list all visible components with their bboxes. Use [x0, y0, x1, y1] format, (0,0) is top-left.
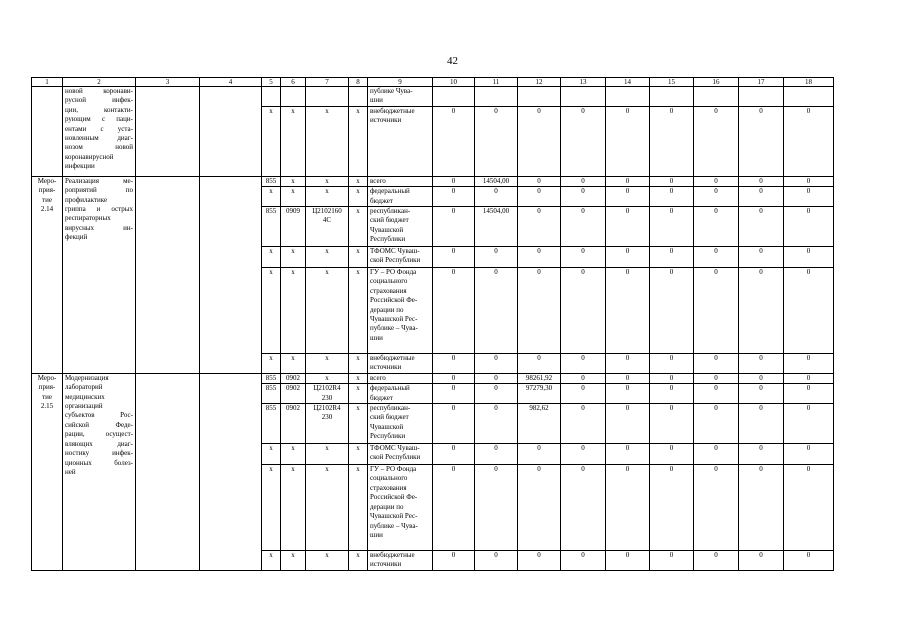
measure-2-14-row4-col7: x: [306, 268, 349, 354]
measure-2-14-col3: [136, 176, 200, 373]
measure-2-14-row5-col7: x: [306, 354, 349, 374]
header-cell-17: 17: [739, 78, 784, 87]
top-block-row1-value-col12: 0: [518, 106, 561, 176]
measure-2-14-row1-col7: x: [306, 187, 349, 207]
header-cell-18: 18: [784, 78, 834, 87]
measure-2-14-row4-col6: x: [281, 268, 306, 354]
measure-2-15-row5-value-col12: 0: [518, 551, 561, 571]
measure-2-14-row1-value-col13: 0: [561, 187, 606, 207]
top-block-row1-value-col11: 0: [475, 106, 518, 176]
measure-2-15-row2-value-col17: 0: [739, 404, 784, 444]
measure-2-15-row2-value-col15: 0: [650, 404, 694, 444]
top-block-row0-value-col15: [650, 87, 694, 107]
measure-2-14-row3-value-col18: 0: [784, 247, 834, 268]
measure-2-14-row2-value-col11: 14504,00: [475, 207, 518, 247]
measure-2-14-row5-col5: x: [262, 354, 281, 374]
header-cell-9: 9: [368, 78, 433, 87]
measure-2-15-row1-value-col16: 0: [694, 384, 739, 404]
measure-2-14-row4-value-col11: 0: [475, 268, 518, 354]
measure-2-15-row1-value-col10: 0: [433, 384, 475, 404]
header-cell-8: 8: [349, 78, 368, 87]
measure-2-15-row3-value-col10: 0: [433, 444, 475, 465]
measure-2-15-row4-col6: x: [281, 465, 306, 551]
measure-2-15-row5-value-col16: 0: [694, 551, 739, 571]
top-block-row0-col6: [281, 87, 306, 107]
measure-2-15-row2-value-col16: 0: [694, 404, 739, 444]
measure-2-15-row2-value-col13: 0: [561, 404, 606, 444]
measure-2-15-row4-value-col15: 0: [650, 465, 694, 551]
measure-2-14-row4-col8: x: [349, 268, 368, 354]
measure-2-15-row0-value-col17: 0: [739, 373, 784, 383]
measure-2-14-row3-value-col14: 0: [606, 247, 650, 268]
measure-2-14-row2-value-col10: 0: [433, 207, 475, 247]
measure-2-14-row1-value-col18: 0: [784, 187, 834, 207]
measure-2-14-row0-col6: x: [281, 176, 306, 186]
header-cell-1: 1: [32, 78, 63, 87]
measure-2-15-row3-col6: x: [281, 444, 306, 465]
measure-2-15-row3-value-col13: 0: [561, 444, 606, 465]
measure-2-14-row5-value-col16: 0: [694, 354, 739, 374]
top-block-label: [32, 87, 63, 177]
measure-2-15-row4-value-col13: 0: [561, 465, 606, 551]
top-block-col4: [200, 87, 262, 177]
measure-2-14-row5-source: внебюджетные источники: [368, 354, 433, 374]
measure-2-15-row5-value-col14: 0: [606, 551, 650, 571]
measure-2-15-row2-value-col14: 0: [606, 404, 650, 444]
header-cell-11: 11: [475, 78, 518, 87]
measure-2-15-row4-value-col12: 0: [518, 465, 561, 551]
measure-2-14-row2-value-col18: 0: [784, 207, 834, 247]
measure-2-15-row5-value-col13: 0: [561, 551, 606, 571]
measure-2-14-row2-value-col16: 0: [694, 207, 739, 247]
top-block-row0-value-col16: [694, 87, 739, 107]
measure-2-14-row3-value-col16: 0: [694, 247, 739, 268]
top-block-row1-value-col18: 0: [784, 106, 834, 176]
measure-2-14-row3-value-col10: 0: [433, 247, 475, 268]
top-block-row1-value-col15: 0: [650, 106, 694, 176]
measure-2-15-row3-value-col14: 0: [606, 444, 650, 465]
measure-2-15-row3-value-col15: 0: [650, 444, 694, 465]
top-block-row0-col8: [349, 87, 368, 107]
measure-2-15-row5-source: внебюджетные источники: [368, 551, 433, 571]
measure-2-15-row0-col6: 0902: [281, 373, 306, 383]
header-cell-5: 5: [262, 78, 281, 87]
top-block-row1-col8: x: [349, 106, 368, 176]
measure-2-15-row5-value-col17: 0: [739, 551, 784, 571]
measure-2-14-row5-value-col13: 0: [561, 354, 606, 374]
measure-2-15-row3-value-col16: 0: [694, 444, 739, 465]
measure-2-15-row3-col8: x: [349, 444, 368, 465]
table-row: [32, 87, 834, 107]
measure-2-15-row1-value-col15: 0: [650, 384, 694, 404]
measure-2-14-row5-value-col10: 0: [433, 354, 475, 374]
page-number: 42: [447, 55, 458, 67]
measure-2-14-row4-value-col12: 0: [518, 268, 561, 354]
measure-2-15-row2-col8: x: [349, 404, 368, 444]
measure-2-14-row0-value-col18: 0: [784, 176, 834, 186]
measure-2-15-row5-col7: x: [306, 551, 349, 571]
measure-2-15-row0-value-col14: 0: [606, 373, 650, 383]
measure-2-14-row1-value-col15: 0: [650, 187, 694, 207]
top-block-row0-col7: [306, 87, 349, 107]
measure-2-14-row4-value-col10: 0: [433, 268, 475, 354]
measure-2-14-row2-value-col14: 0: [606, 207, 650, 247]
top-block-row1-value-col14: 0: [606, 106, 650, 176]
measure-2-15-row0-value-col18: 0: [784, 373, 834, 383]
measure-2-14-row4-value-col16: 0: [694, 268, 739, 354]
measure-2-15-row2-source: республикан- ский бюджет Чувашской Республики: [368, 404, 433, 444]
measure-2-14-row3-col6: x: [281, 247, 306, 268]
measure-2-15-row1-value-col12: 97279,30: [518, 384, 561, 404]
measure-2-15-row0-col8: x: [349, 373, 368, 383]
measure-2-15-row5-value-col11: 0: [475, 551, 518, 571]
measure-2-15-row1-col5: 855: [262, 384, 281, 404]
measure-2-14-row2-col5: 855: [262, 207, 281, 247]
top-block-name: новой коронави- русной инфек- ции, контакти- рующим с паци- ентами с уста- новленным диаг- нозом новой коронавирусной инфекции: [63, 87, 136, 177]
top-block-row0-value-col18: [784, 87, 834, 107]
measure-2-15-row0-value-col12: 98261,92: [518, 373, 561, 383]
measure-2-14-row1-col5: x: [262, 187, 281, 207]
measure-2-14-row3-col8: x: [349, 247, 368, 268]
measure-2-14-row0-value-col14: 0: [606, 176, 650, 186]
measure-2-15-row2-col7: Ц2102R4 230: [306, 404, 349, 444]
measure-2-15-row0-value-col13: 0: [561, 373, 606, 383]
measure-2-14-row2-value-col17: 0: [739, 207, 784, 247]
measure-2-14-row4-value-col13: 0: [561, 268, 606, 354]
top-block-row0-source: публике Чува- шии: [368, 87, 433, 107]
measure-2-14-row5-value-col11: 0: [475, 354, 518, 374]
measure-2-14-row1-value-col12: 0: [518, 187, 561, 207]
measure-2-15-row2-value-col12: 982,62: [518, 404, 561, 444]
measure-2-15-row3-value-col17: 0: [739, 444, 784, 465]
measure-2-14-row4-value-col14: 0: [606, 268, 650, 354]
measure-2-14-row0-value-col17: 0: [739, 176, 784, 186]
measure-2-15-row3-value-col12: 0: [518, 444, 561, 465]
measure-2-14-row2-value-col15: 0: [650, 207, 694, 247]
measure-2-15-row0-value-col10: 0: [433, 373, 475, 383]
measure-2-15-row0-value-col15: 0: [650, 373, 694, 383]
measure-2-15-label: Меро- прия- тие 2.15: [32, 373, 63, 570]
header-row: [32, 78, 834, 87]
table-row: [32, 176, 834, 186]
measure-2-15-row5-value-col10: 0: [433, 551, 475, 571]
header-cell-2: 2: [63, 78, 136, 87]
measure-2-15-row5-col8: x: [349, 551, 368, 571]
measure-2-14-row1-value-col17: 0: [739, 187, 784, 207]
measure-2-14-row3-col5: x: [262, 247, 281, 268]
measure-2-14-row1-value-col16: 0: [694, 187, 739, 207]
measure-2-14-row5-value-col15: 0: [650, 354, 694, 374]
measure-2-15-row3-col7: x: [306, 444, 349, 465]
measure-2-15-row4-source: ГУ – РО Фонда социального страхования Российской Фе- дерации по Чувашской Рес- публике – Чува- шии: [368, 465, 433, 551]
measure-2-14-row0-value-col11: 14504,00: [475, 176, 518, 186]
measure-2-14-row0-value-col15: 0: [650, 176, 694, 186]
measure-2-15-row5-col5: x: [262, 551, 281, 571]
measure-2-15-row4-col8: x: [349, 465, 368, 551]
measure-2-15-row0-value-col16: 0: [694, 373, 739, 383]
measure-2-14-row1-source: федеральный бюджет: [368, 187, 433, 207]
measure-2-14-name: Реализация ме- роприятий по профилактике гриппа и острых респираторных вирусных ин- фекций: [63, 176, 136, 373]
top-block-row1-value-col13: 0: [561, 106, 606, 176]
measure-2-15-row4-value-col16: 0: [694, 465, 739, 551]
measure-2-14-row3-value-col15: 0: [650, 247, 694, 268]
measure-2-14-row5-col8: x: [349, 354, 368, 374]
measure-2-15-row2-value-col11: 0: [475, 404, 518, 444]
measure-2-15-row1-value-col17: 0: [739, 384, 784, 404]
top-block-row0-value-col11: [475, 87, 518, 107]
measure-2-15-row0-col5: 855: [262, 373, 281, 383]
top-block-col3: [136, 87, 200, 177]
measure-2-14-row5-value-col14: 0: [606, 354, 650, 374]
header-cell-3: 3: [136, 78, 200, 87]
measure-2-15-row0-col7: x: [306, 373, 349, 383]
measure-2-14-row2-source: республикан- ский бюджет Чувашской Республики: [368, 207, 433, 247]
measure-2-14-row3-value-col13: 0: [561, 247, 606, 268]
table-row: [32, 373, 834, 383]
header-cell-13: 13: [561, 78, 606, 87]
measure-2-15-row2-value-col18: 0: [784, 404, 834, 444]
header-cell-16: 16: [694, 78, 739, 87]
header-cell-10: 10: [433, 78, 475, 87]
measure-2-14-row4-value-col17: 0: [739, 268, 784, 354]
measure-2-15-row3-col5: x: [262, 444, 281, 465]
top-block-row1-value-col17: 0: [739, 106, 784, 176]
measure-2-15-row5-col6: x: [281, 551, 306, 571]
measure-2-14-row3-value-col17: 0: [739, 247, 784, 268]
measure-2-14-row2-col6: 0909: [281, 207, 306, 247]
measure-2-14-row0-value-col13: 0: [561, 176, 606, 186]
measure-2-15-row3-value-col11: 0: [475, 444, 518, 465]
measure-2-14-row4-value-col15: 0: [650, 268, 694, 354]
measure-2-14-row0-col7: x: [306, 176, 349, 186]
top-block-row1-col6: x: [281, 106, 306, 176]
measure-2-14-row1-value-col11: 0: [475, 187, 518, 207]
measure-2-14-row2-col8: x: [349, 207, 368, 247]
measure-2-14-row4-value-col18: 0: [784, 268, 834, 354]
measure-2-14-row5-value-col18: 0: [784, 354, 834, 374]
measure-2-15-row1-value-col13: 0: [561, 384, 606, 404]
measure-2-15-row2-value-col10: 0: [433, 404, 475, 444]
measure-2-15-row4-value-col18: 0: [784, 465, 834, 551]
measure-2-15-row1-value-col14: 0: [606, 384, 650, 404]
top-block-row1-value-col16: 0: [694, 106, 739, 176]
measure-2-14-row0-value-col12: 0: [518, 176, 561, 186]
top-block-row1-source: внебюджетные источники: [368, 106, 433, 176]
measure-2-15-row4-col7: x: [306, 465, 349, 551]
measure-2-15-row1-col6: 0902: [281, 384, 306, 404]
header-cell-14: 14: [606, 78, 650, 87]
measure-2-15-row4-value-col14: 0: [606, 465, 650, 551]
top-block-row0-value-col13: [561, 87, 606, 107]
header-cell-7: 7: [306, 78, 349, 87]
measure-2-15-row1-value-col18: 0: [784, 384, 834, 404]
measure-2-14-row2-value-col13: 0: [561, 207, 606, 247]
measure-2-14-row1-col6: x: [281, 187, 306, 207]
header-cell-15: 15: [650, 78, 694, 87]
measure-2-14-row3-source: ТФОМС Чуваш- ской Республики: [368, 247, 433, 268]
measure-2-15-row1-col7: Ц2102R4 230: [306, 384, 349, 404]
measure-2-14-row1-value-col10: 0: [433, 187, 475, 207]
measure-2-14-row3-col7: x: [306, 247, 349, 268]
measure-2-15-row1-source: федеральный бюджет: [368, 384, 433, 404]
measure-2-14-row0-value-col10: 0: [433, 176, 475, 186]
top-block-row0-value-col17: [739, 87, 784, 107]
measure-2-14-col4: [200, 176, 262, 373]
measure-2-15-row1-value-col11: 0: [475, 384, 518, 404]
measure-2-14-row4-source: ГУ – РО Фонда социального страхования Российской Фе- дерации по Чувашской Рес- публике – Чува- шии: [368, 268, 433, 354]
measure-2-14-row0-source: всего: [368, 176, 433, 186]
header-cell-4: 4: [200, 78, 262, 87]
measure-2-14-row1-value-col14: 0: [606, 187, 650, 207]
measure-2-15-row3-source: ТФОМС Чуваш- ской Республики: [368, 444, 433, 465]
measure-2-15-row4-value-col11: 0: [475, 465, 518, 551]
measure-2-14-row5-col6: x: [281, 354, 306, 374]
measure-2-14-row0-col8: x: [349, 176, 368, 186]
measure-2-15-row0-source: всего: [368, 373, 433, 383]
measure-2-15-row4-value-col17: 0: [739, 465, 784, 551]
measure-2-15-row5-value-col15: 0: [650, 551, 694, 571]
measure-2-14-row0-value-col16: 0: [694, 176, 739, 186]
measure-2-14-row4-col5: x: [262, 268, 281, 354]
measure-2-14-row0-col5: 855: [262, 176, 281, 186]
measure-2-15-col4: [200, 373, 262, 570]
header-cell-12: 12: [518, 78, 561, 87]
measure-2-15-row3-value-col18: 0: [784, 444, 834, 465]
top-block-row1-col7: x: [306, 106, 349, 176]
top-block-row0-value-col12: [518, 87, 561, 107]
measure-2-14-row3-value-col12: 0: [518, 247, 561, 268]
budget-table: [31, 77, 834, 571]
measure-2-15-row2-col6: 0902: [281, 404, 306, 444]
top-block-row1-col5: x: [262, 106, 281, 176]
top-block-row0-value-col10: [433, 87, 475, 107]
measure-2-15-col3: [136, 373, 200, 570]
measure-2-15-row2-col5: 855: [262, 404, 281, 444]
measure-2-14-row5-value-col12: 0: [518, 354, 561, 374]
measure-2-15-row0-value-col11: 0: [475, 373, 518, 383]
header-cell-6: 6: [281, 78, 306, 87]
measure-2-14-row5-value-col17: 0: [739, 354, 784, 374]
measure-2-14-row1-col8: x: [349, 187, 368, 207]
measure-2-14-row2-col7: Ц2102160 4С: [306, 207, 349, 247]
measure-2-15-row4-col5: x: [262, 465, 281, 551]
measure-2-15-name: Модернизация лабораторий медицинских организаций субъектов Рос- сийской Феде- рации, осущест- вляющих диаг- ностику инфек- ционных болез- ней: [63, 373, 136, 570]
measure-2-14-label: Меро- прия- тие 2.14: [32, 176, 63, 373]
top-block-row0-value-col14: [606, 87, 650, 107]
measure-2-15-row4-value-col10: 0: [433, 465, 475, 551]
measure-2-15-row1-col8: x: [349, 384, 368, 404]
measure-2-15-row5-value-col18: 0: [784, 551, 834, 571]
measure-2-14-row2-value-col12: 0: [518, 207, 561, 247]
measure-2-14-row3-value-col11: 0: [475, 247, 518, 268]
top-block-row1-value-col10: 0: [433, 106, 475, 176]
top-block-row0-col5: [262, 87, 281, 107]
